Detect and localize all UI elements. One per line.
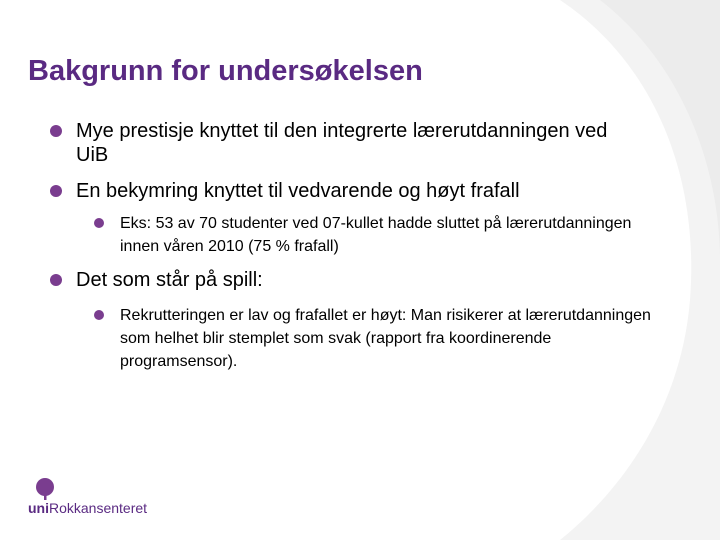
bullet-dot-icon bbox=[50, 125, 62, 137]
logo-text bbox=[28, 500, 147, 516]
bullet-text: Det som står på spill: bbox=[76, 269, 263, 291]
bullet-item bbox=[76, 179, 636, 203]
sub-bullet-item bbox=[120, 304, 665, 373]
bullet-text: Rekrutteringen er lav og frafallet er høyt: Man risikerer at lærerutdanningen som helhet blir stemplet som svak (rapport fra koordinerende programsensor). bbox=[120, 307, 651, 370]
bullet-text: Eks: 53 av 70 studenter ved 07-kullet hadde sluttet på lærerutdanningen innen våren 2010 (75 % frafall) bbox=[120, 215, 632, 255]
bullet-dot-icon bbox=[94, 218, 104, 228]
bullet-item bbox=[76, 268, 636, 292]
logo-name: Rokkansenteret bbox=[49, 500, 148, 516]
bullet-dot-icon bbox=[94, 310, 104, 320]
bullet-dot-icon bbox=[50, 274, 62, 286]
bullet-dot-icon bbox=[50, 185, 62, 197]
sub-bullet-item bbox=[120, 212, 665, 258]
bullet-text: Mye prestisje knyttet til den integrerte lærerutdanningen ved UiB bbox=[76, 120, 608, 166]
slide-title: Bakgrunn for undersøkelsen bbox=[28, 55, 423, 87]
rokkansenteret-logo bbox=[28, 476, 158, 516]
logo-mark-icon bbox=[34, 478, 56, 500]
bullet-item bbox=[76, 119, 636, 167]
bullet-text: En bekymring knyttet til vedvarende og høyt frafall bbox=[76, 180, 520, 202]
logo-uni: uni bbox=[28, 500, 49, 516]
